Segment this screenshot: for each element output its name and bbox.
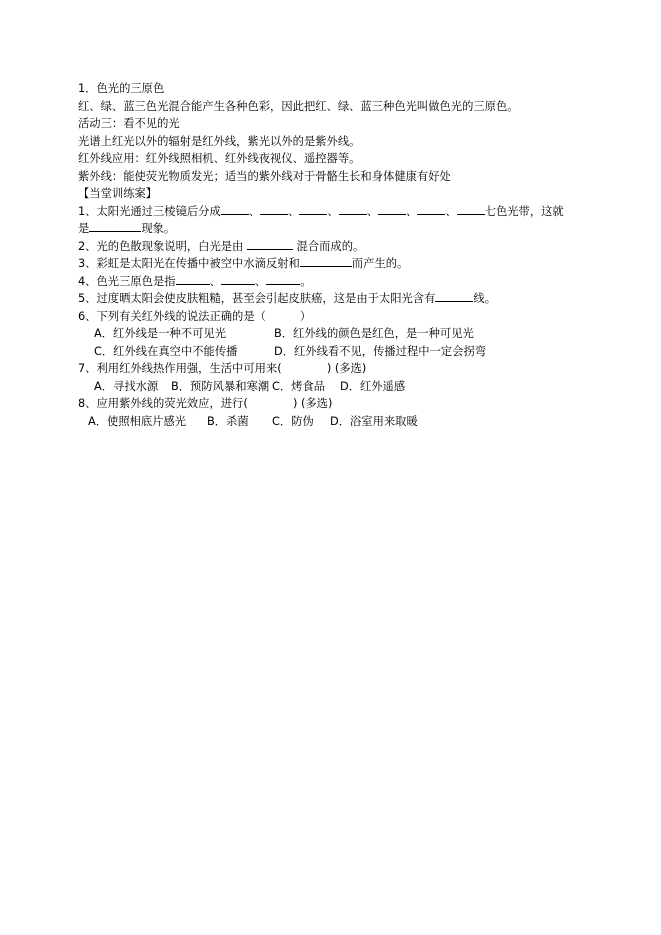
separator: 、 — [209, 275, 221, 288]
separator: 、 — [445, 205, 457, 218]
separator: 、 — [254, 275, 267, 288]
answer-blank[interactable] — [89, 221, 141, 232]
q1-cont-text: 是 — [78, 222, 90, 235]
question-8-stem: 8、应用紫外线的荧光效应，进行( ) (多选) — [78, 397, 333, 410]
q7-option-b[interactable]: B．预防风暴和寒潮 — [171, 380, 270, 393]
answer-blank[interactable] — [417, 204, 445, 215]
answer-blank[interactable] — [260, 204, 288, 215]
text-primary-colors: 红、绿、蓝三色光混合能产生各种色彩，因此把红、绿、蓝三种色光叫做色光的三原色。 — [78, 100, 519, 113]
answer-blank[interactable] — [299, 204, 327, 215]
question-4 — [78, 274, 312, 289]
answer-blank[interactable] — [176, 274, 210, 285]
separator: 、 — [406, 205, 418, 218]
text-infrared-applications: 红外线应用：红外线照相机、红外线夜视仪、遥控器等。 — [78, 152, 361, 165]
answer-blank[interactable] — [221, 204, 249, 215]
heading-primary-colors: 1．色光的三原色 — [78, 82, 165, 95]
q1-cont-end: 现象。 — [141, 222, 176, 235]
q5-text: 5、过度晒太阳会使皮肤粗糙，甚至会引起皮肤癌，这是由于太阳光含有 — [78, 292, 436, 305]
separator: 、 — [288, 205, 300, 218]
q7-option-a[interactable]: A．寻找水源 — [94, 380, 159, 393]
question-1 — [78, 204, 564, 219]
question-5 — [78, 291, 496, 306]
q6-option-d[interactable]: D．红外线看不见，传播过程中一定会拐弯 — [274, 345, 487, 358]
q8-option-a[interactable]: A．使照相底片感光 — [88, 415, 187, 428]
answer-blank[interactable] — [221, 274, 255, 285]
q6-option-b[interactable]: B．红外线的颜色是红色，是一种可见光 — [274, 327, 474, 340]
question-7-stem: 7、利用红外线热作用强，生活中可用来( ) (多选) — [78, 362, 367, 375]
q2-text: 2、光的色散现象说明，白光是由 — [78, 240, 247, 253]
q8-option-d[interactable]: D．浴室用来取暖 — [330, 415, 418, 428]
q5-text-end: 线。 — [473, 292, 497, 305]
q2-text-end: 混合而成的。 — [292, 240, 365, 253]
separator: 、 — [327, 205, 339, 218]
answer-blank[interactable] — [457, 204, 485, 215]
q4-text-end: 。 — [300, 275, 312, 288]
answer-blank[interactable] — [247, 239, 293, 250]
question-3 — [78, 256, 408, 271]
q7-option-c[interactable]: C．烤食品 — [272, 380, 326, 393]
heading-class-practice: 【当堂训练案】 — [78, 187, 158, 200]
q1-text: 1、太阳光通过三棱镜后分成 — [78, 205, 221, 218]
answer-blank[interactable] — [300, 256, 352, 267]
text-ultraviolet: 紫外线：能使荧光物质发光；适当的紫外线对于骨骼生长和身体健康有好处 — [78, 170, 451, 183]
question-6-stem: 6、下列有关红外线的说法正确的是（ ） — [78, 310, 312, 323]
q8-option-b[interactable]: B．杀菌 — [207, 415, 249, 428]
q7-option-d[interactable]: D．红外遥感 — [340, 380, 406, 393]
separator: 、 — [366, 205, 379, 218]
q3-text: 3、彩虹是太阳光在传播中被空中水滴反射和 — [78, 257, 300, 270]
text-spectrum: 光谱上红光以外的辐射是红外线，紫光以外的是紫外线。 — [78, 135, 361, 148]
separator: 、 — [248, 205, 261, 218]
question-1-continued — [78, 221, 175, 236]
answer-blank[interactable] — [339, 204, 367, 215]
q6-option-a[interactable]: A．红外线是一种不可见光 — [94, 327, 226, 340]
q4-text: 4、色光三原色是指 — [78, 275, 176, 288]
answer-blank[interactable] — [378, 204, 406, 215]
q1-text-end: 七色光带，这就 — [484, 205, 564, 218]
heading-activity-three: 活动三：看不见的光 — [78, 117, 180, 130]
q8-option-c[interactable]: C．防伪 — [272, 415, 314, 428]
q3-text-end: 而产生的。 — [351, 257, 409, 270]
question-2 — [78, 239, 364, 254]
answer-blank[interactable] — [266, 274, 300, 285]
q6-option-c[interactable]: C．红外线在真空中不能传播 — [94, 345, 238, 358]
answer-blank[interactable] — [435, 291, 473, 302]
